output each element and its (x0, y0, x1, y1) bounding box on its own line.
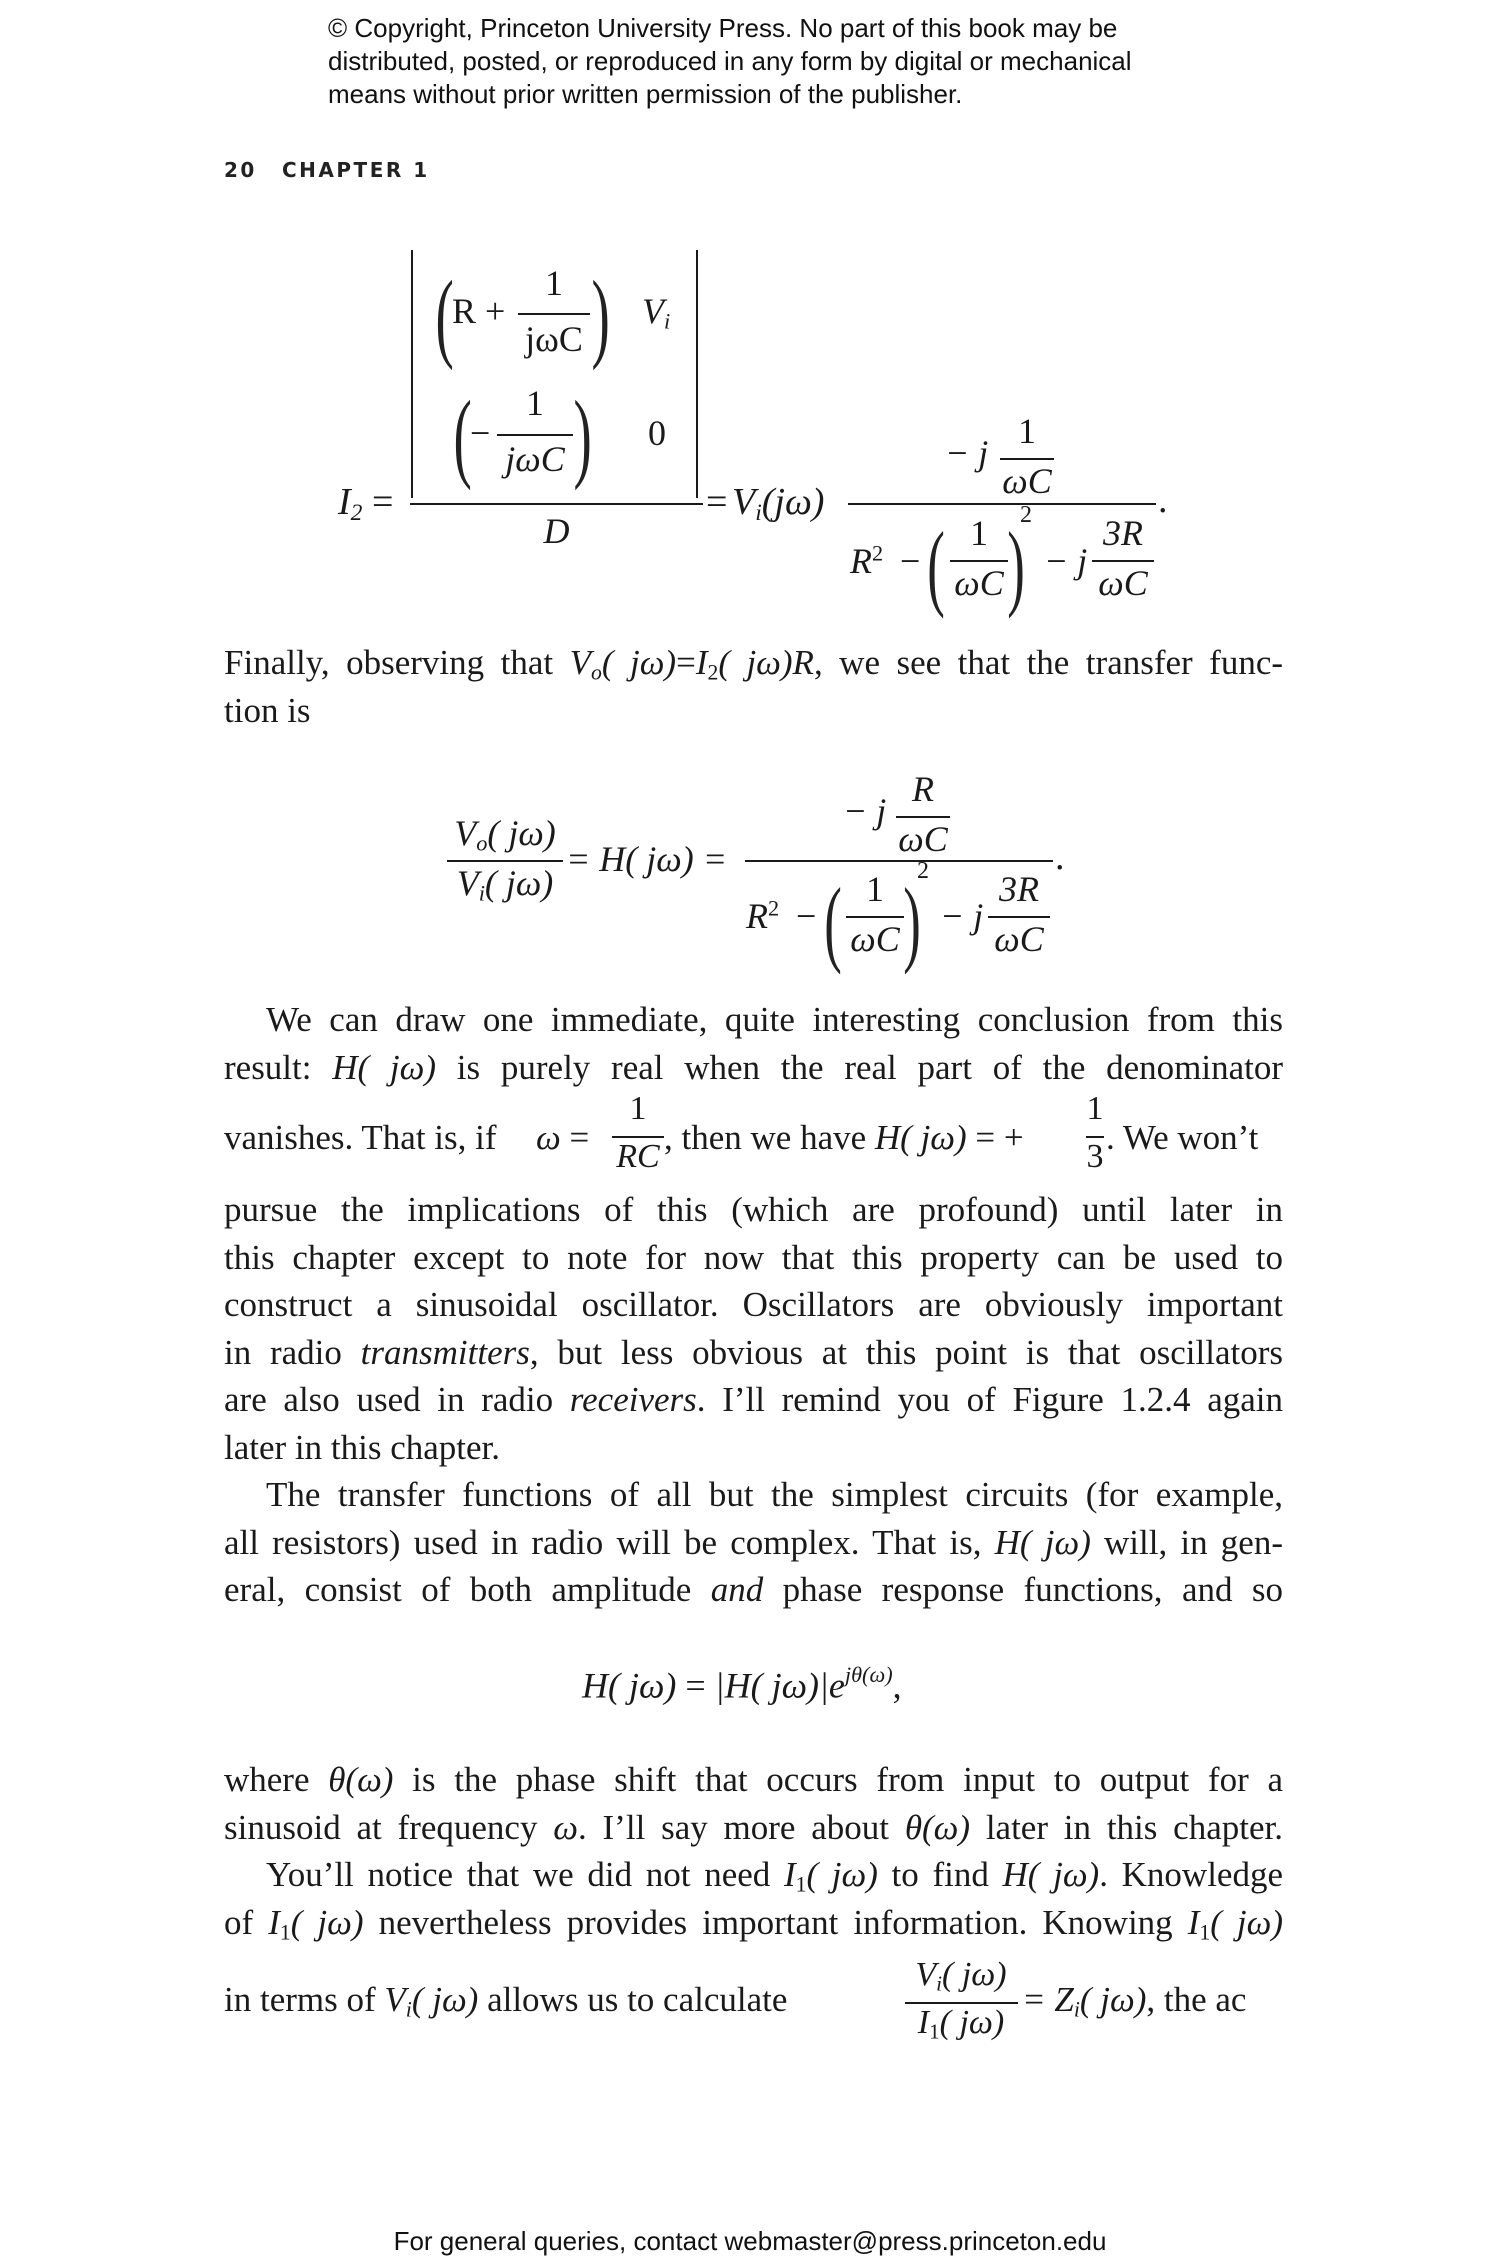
eq1-rhs-den-paren-exp: 2 (1020, 502, 1032, 528)
eq2-den-r: $R^2$ (746, 895, 780, 936)
fraction-num: $V_i$( jω) (915, 1956, 1007, 1996)
equation-h-polar: H( jω) = |H( $j\omega)|e^{j\theta(\omega)}$, (582, 1662, 902, 1706)
text-line: tion is (224, 691, 311, 730)
det-r1c1-den: jωC (525, 319, 583, 359)
text-line: construct a sinusoidal oscillator. Oscillators are obviously important (224, 1285, 1283, 1324)
eq2-den-j: − j (940, 896, 984, 936)
fraction-bar (518, 313, 590, 315)
text-line: where θ(ω) is the phase shift that occurs from input to output for a (224, 1760, 1283, 1799)
eq2-den-minus: − (796, 896, 817, 936)
eq2-lhs-den: $V_i$( jω) (456, 863, 554, 906)
text-line: this chapter except to note for now that this property can be used to (224, 1238, 1283, 1277)
text-line: You’ll notice that we did not need $I_1$( jω) to find H( jω). Knowledge (266, 1855, 1283, 1897)
eq2-den-paren-exp: 2 (917, 858, 929, 884)
text-line: are also used in radio receivers. I’ll remind you of Figure 1.2.4 again (224, 1380, 1283, 1419)
text-line: result: H( jω) is purely real when the real part of the denominator (224, 1048, 1284, 1087)
eq1-rhs-num-den: ωC (1002, 461, 1052, 501)
text-line: eral, consist of both amplitude and phase response functions, and so (224, 1570, 1283, 1609)
fraction-den: 3 (1086, 1138, 1104, 1175)
eq1-rhs-den-r: $R^2$ (850, 540, 884, 581)
eq1-equals: = (372, 481, 394, 523)
footer-contact: For general queries, contact webmaster@press.princeton.edu (393, 2226, 1107, 2256)
fraction-bar (410, 503, 703, 505)
paren-open: ( (927, 512, 945, 619)
text-line: The transfer functions of all but the simplest circuits (for example, (266, 1475, 1283, 1514)
text-line: of $I_1$( jω) nevertheless provides important information. Knowing $I_1$( jω) (224, 1903, 1284, 1945)
page-number: 20 (224, 158, 257, 182)
det-r2c1-num: 1 (526, 383, 544, 423)
eq2-num-num: R (912, 769, 934, 809)
fraction-num: 1 (629, 1090, 647, 1127)
fraction-bar (745, 860, 1053, 862)
eq2-den-last-den: ωC (994, 919, 1044, 959)
eq2-period: . (1055, 836, 1065, 878)
eq1-denominator: D (543, 511, 570, 551)
fraction-num: 1 (1086, 1090, 1104, 1127)
paren-open: ( (453, 380, 472, 491)
eq1-period: . (1158, 479, 1168, 521)
fraction-den: $I_1$( jω) (917, 2004, 1005, 2044)
paren-close: ) (903, 868, 921, 975)
chapter-label: CHAPTER 1 (282, 158, 430, 182)
det-r2c1-prefix: − (470, 413, 491, 453)
paren-open: ( (824, 868, 842, 975)
eq1-lhs: $I_2$ (338, 481, 363, 526)
det-r1c1-num: 1 (545, 263, 563, 303)
eq1-rhs-den-paren-num: 1 (970, 513, 988, 553)
eq1-rhs-den-minus: − (900, 541, 921, 581)
determinant-left-bar (411, 250, 413, 498)
eq2-num-prefix: − j (843, 791, 887, 831)
determinant-right-bar (696, 250, 698, 498)
text-line: pursue the implications of this (which are profound) until later in (224, 1190, 1283, 1229)
text-segment: . We won’t (1106, 1118, 1259, 1157)
text-line: all resistors) used in radio will be complex. That is, H( jω) will, in gen- (224, 1523, 1283, 1562)
copyright-line-3: means without prior written permission of the publisher. (328, 79, 963, 109)
det-r1c2: $V_i$ (642, 291, 671, 334)
eq2-den-paren-num: 1 (866, 869, 884, 909)
eq2-den-paren-den: ωC (850, 919, 900, 959)
eq2-lhs-num: $V_o$( jω) (454, 813, 556, 856)
eq1-rhs-den-last-num: 3R (1103, 513, 1143, 553)
text-segment: in terms of $V_i$( jω) allows us to calculate (224, 1980, 788, 2022)
eq2-mid: = H( jω) = (566, 839, 727, 879)
paren-close: ) (591, 260, 610, 371)
eq1-equals-2: = (706, 481, 728, 523)
text-segment: , then we have H( jω) = + (664, 1118, 1024, 1157)
copyright-line-1: © Copyright, Princeton University Press. No part of this book may be (328, 13, 1118, 43)
text-line: Finally, observing that $V_o$( $j\omega)=I_2$( jω)R, we see that the transfer func- (224, 643, 1284, 685)
eq1-rhs-den-paren-den: ωC (954, 563, 1004, 603)
det-r1c1-prefix: R + (452, 291, 506, 331)
paren-close: ) (573, 380, 592, 491)
eq1-rhs-den-j: − j (1044, 541, 1088, 581)
copyright-line-2: distributed, posted, or reproduced in any form by digital or mechanical (328, 46, 1132, 76)
eq2-den-last-num: 3R (999, 869, 1039, 909)
text-line: sinusoid at frequency ω. I’ll say more about θ(ω) later in this chapter. (224, 1808, 1283, 1847)
text-segment: = $Z_i$( jω), the ac (1022, 1980, 1247, 2022)
eq1-rhs-den-last-den: ωC (1098, 563, 1148, 603)
det-r2c2: 0 (648, 413, 666, 453)
text-line: in radio transmitters, but less obvious at this point is that oscillators (224, 1333, 1283, 1372)
paren-close: ) (1007, 512, 1025, 619)
det-r2c1-den: jωC (505, 439, 565, 479)
eq1-rhs-num-num: 1 (1018, 411, 1036, 451)
fraction-den: RC (616, 1138, 660, 1175)
text-segment: vanishes. That is, if (224, 1118, 497, 1157)
eq2-num-den: ωC (898, 819, 948, 859)
text-line: later in this chapter. (224, 1428, 501, 1467)
eq1-rhs-num-prefix: − j (945, 433, 989, 473)
eq1-factor: $V_i(j\omega)$ (732, 481, 825, 526)
fraction-bar (848, 503, 1156, 505)
fraction-bar (497, 434, 573, 436)
paren-open: ( (435, 260, 454, 371)
text-line: We can draw one immediate, quite interesting conclusion from this (266, 1000, 1283, 1039)
omega-symbol: ω = (536, 1118, 590, 1157)
